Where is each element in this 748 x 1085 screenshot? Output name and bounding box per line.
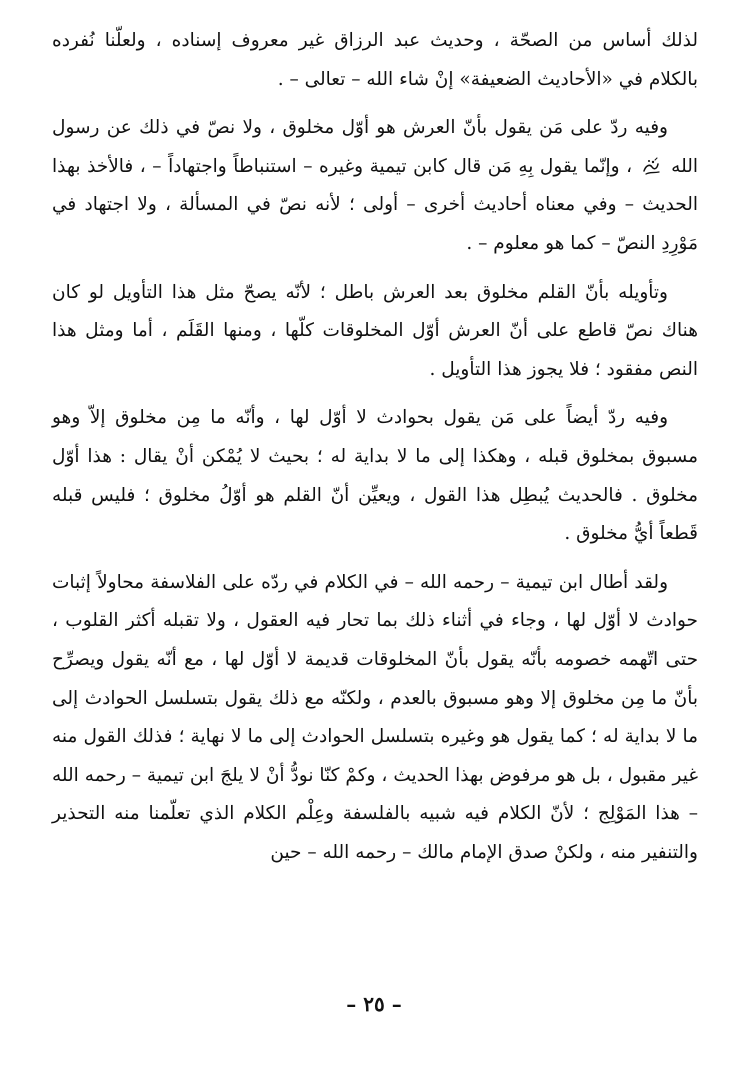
paragraph-5: ولقد أطال ابن تيمية – رحمه الله – في الكلام في ردّه على الفلاسفة محاولاً إثبات حوادث لا أوّل لها ، وجاء في أثناء ذلك بما تحار فيه العقول ، ولا تقبله أكثر القلوب ، حتى اتّهمه خصومه بأنّه يقول بأنّ المخلوقات قديمة لا أوّل لها ، مع أنّه يقول ويصرِّح بأنّ ما مِن مخلوق إلا وهو مسبوق بالعدم ، ولكنّه مع ذلك يقول بتسلسل الحوادث إلى ما لا بداية له ؛ كما يقول هو وغيره بتسلسل الحوادث إلى ما لا نهاية ؛ فذلك القول منه غير مقبول ، بل هو مرفوض بهذا الحديث ، وكمْ كنّا نودُّ أنْ لا يلجَ ابن تيمية – رحمه الله – هذا المَوْلِج ؛ لأنّ الكلام فيه شبيه بالفلسفة وعِلْم الكلام الذي تعلّمنا منه التحذير والتنفير منه ، ولكنْ صدق الإمام مالك – رحمه الله – حين — [52, 571, 698, 863]
page-body — [52, 22, 698, 872]
paragraph-1: لذلك أساس من الصحّة ، وحديث عبد الرزاق غير معروف إسناده ، ولعلّنا نُفرده بالكلام في «الأحاديث الضعيفة» إنْ شاء الله – تعالى – . — [52, 30, 698, 90]
page-number: – ٢٥ – — [346, 992, 402, 1016]
paragraph-2-text-before-icon: وفيه ردّ على مَن يقول بأنّ العرش هو أوّل مخلوق ، ولا نصّ في ذلك عن رسول الله — [52, 117, 698, 177]
paragraph-2 — [52, 109, 698, 263]
paragraph-3: وتأويله بأنّ القلم مخلوق بعد العرش باطل ؛ لأنّه يصحّ مثل هذا التأويل لو كان هناك نصّ قاطع على أنّ العرش أوّل المخلوقات كلّها ، ومنها القَلَم ، أما ومثل هذا النص مفقود ؛ فلا يجوز هذا التأويل . — [52, 281, 698, 380]
paragraph-4: وفيه ردّ أيضاً على مَن يقول بحوادث لا أوّل لها ، وأنّه ما مِن مخلوق إلاّ وهو مسبوق بمخلوق قبله ، وهكذا إلى ما لا بداية له ؛ بحيث لا يُمْكن أنْ يقال : هذا أوّل مخلوق . فالحديث يُبطِل هذا القول ، ويعيِّن أنّ القلم هو أوّلُ مخلوق ؛ فليس قبله قَطعاً أيُّ مخلوق . — [52, 407, 698, 545]
salawat-ligature-icon — [641, 156, 663, 178]
paragraph-2-text-after-icon: ، وإنّما يقول بِهِ مَن قال كابن تيمية وغيره – استنباطاً واجتهاداً – ، فالأخذ بهذا الحديث – وفي معناه أحاديث أخرى – أولى ؛ لأنه نصّ في المسألة ، ولا اجتهاد في مَوْرِدِ النصّ – كما هو معلوم – . — [52, 155, 698, 254]
